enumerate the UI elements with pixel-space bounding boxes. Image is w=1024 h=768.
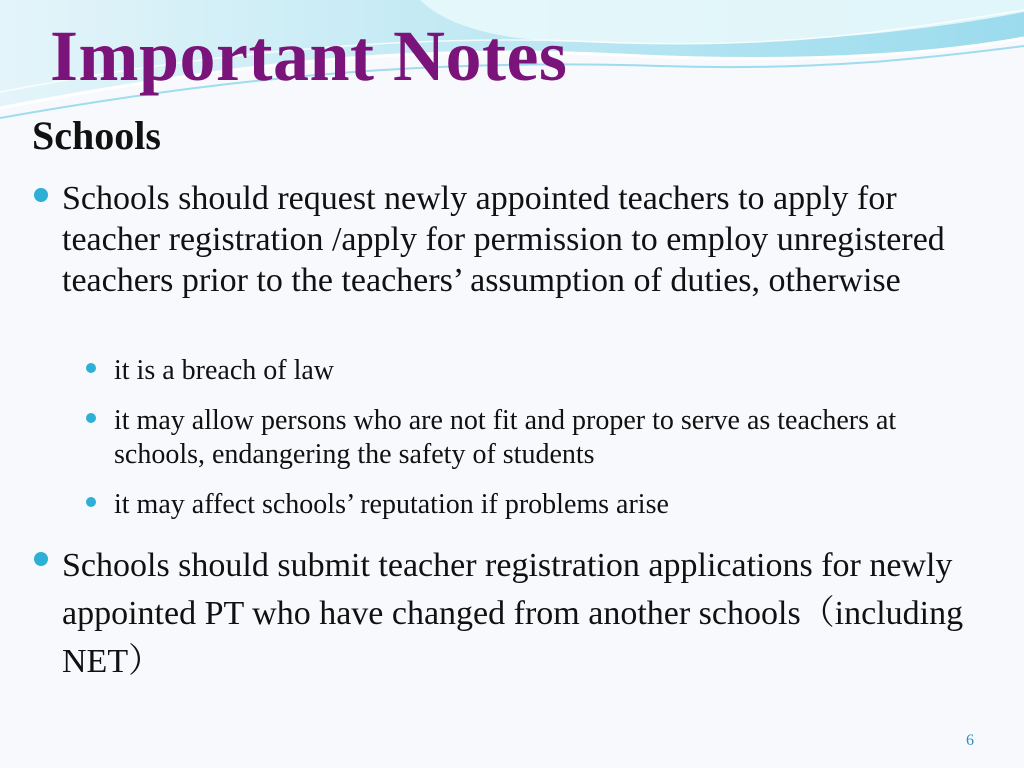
sub-bullet-text: it may allow persons who are not fit and proper to serve as teachers at schools, endangering the safety of students <box>114 405 897 470</box>
sub-bullet-dot-icon <box>86 413 96 423</box>
slide-title: Important Notes <box>50 16 568 96</box>
bullet-dot-icon <box>34 552 48 566</box>
sub-bullet-text: it may affect schools’ reputation if problems arise <box>114 489 669 520</box>
bullet-item-2 <box>34 542 994 686</box>
sub-bullet-item-2 <box>86 404 976 472</box>
sub-bullet-dot-icon <box>86 363 96 373</box>
bullet-item-1 <box>34 178 994 301</box>
sub-bullet-text: it is a breach of law <box>114 355 335 386</box>
sub-bullet-item-3 <box>86 488 976 522</box>
sub-bullet-dot-icon <box>86 497 96 507</box>
page-number: 6 <box>966 732 974 749</box>
bullet-dot-icon <box>34 188 48 202</box>
bullet-text: Schools should request newly appointed teachers to apply for teacher registration /apply for permission to employ unregistered teachers prior to the teachers’ assumption of duties, otherwise <box>62 180 945 299</box>
slide-subtitle: Schools <box>32 113 161 158</box>
sub-bullet-item-1 <box>86 354 976 388</box>
bullet-text: Schools should submit teacher registration applications for newly appointed PT who have changed from another schools（including NET） <box>62 547 964 680</box>
